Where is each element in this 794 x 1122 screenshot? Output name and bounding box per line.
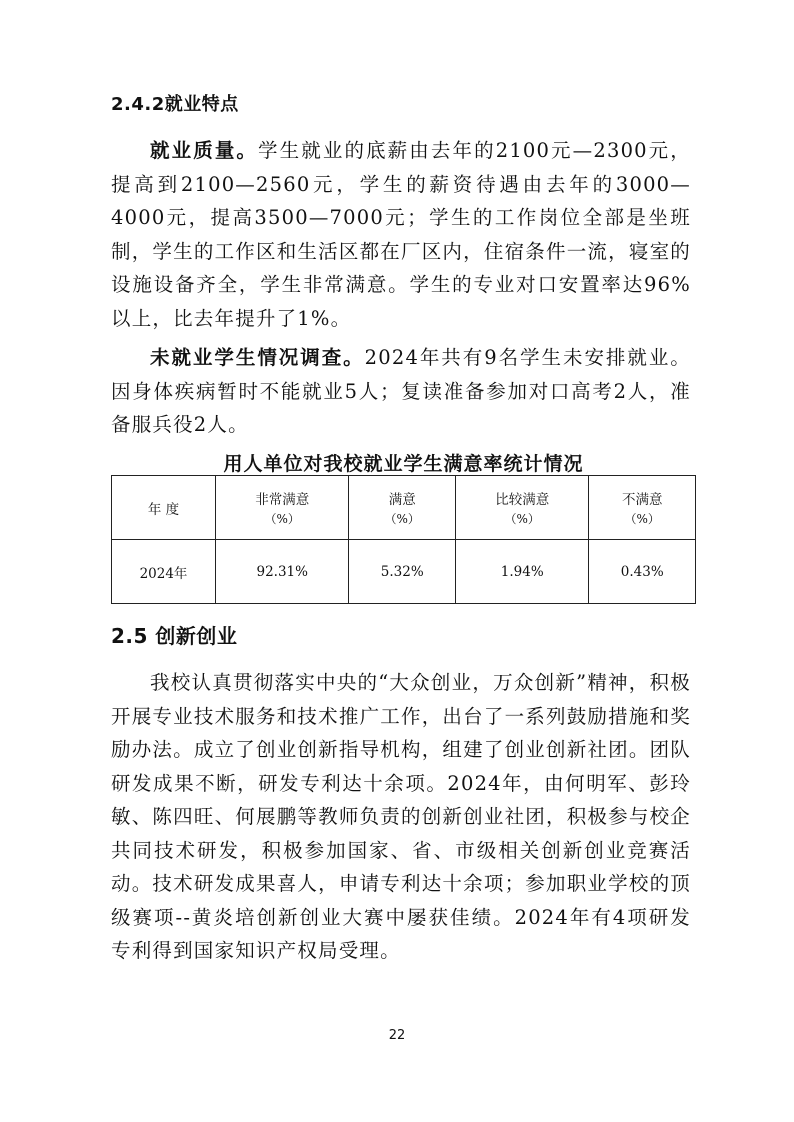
- subsection-heading: 2.4.2就业特点: [111, 94, 239, 115]
- header-cell: 年 度: [112, 476, 216, 540]
- employment-quality-lead: 就业质量。: [150, 139, 259, 162]
- table-cell: 5.32%: [349, 540, 456, 604]
- section-heading: 2.5 创新创业: [111, 624, 238, 648]
- unemployed-survey-paragraph: [111, 341, 691, 442]
- header-cell: 满意 （%）: [349, 476, 456, 540]
- page-number: 22: [388, 1028, 406, 1043]
- table-cell: 0.43%: [589, 540, 696, 604]
- innovation-paragraph: 我校认真贯彻落实中央的“大众创业，万众创新”精神，积极开展专业技术服务和技术推广工作，出台了一系列鼓励措施和奖励办法。成立了创业创新指导机构，组建了创业创新社团。团队研发成果不断，研发专利达十余项。2024年，由何明军、彭玲敏、陈四旺、何展鹏等教师负责的创新创业社团，积极参与校企共同技术研发，积极参加国家、省、市级相关创新创业竞赛活动。技术研发成果喜人，申请专利达十余项；参加职业学校的顶级赛项--黄炎培创新创业大赛中屡获佳绩。2024年有4项研发专利得到国家知识产权局受理。: [111, 671, 691, 962]
- unemployed-survey-lead: 未就业学生情况调查。: [150, 346, 365, 369]
- employment-quality-paragraph: [111, 134, 691, 335]
- table-cell: 2024年: [112, 540, 216, 604]
- satisfaction-table: [111, 475, 696, 604]
- table-row: [112, 540, 696, 604]
- employment-quality-body: 学生就业的底薪由去年的2100元—2300元，提高到2100—2560元，学生的薪资待遇由去年的3000—4000元，提高3500—7000元；学生的工作岗位全部是坐班制，学生的工作区和生活区都在厂区内，住宿条件一流，寝室的设施设备齐全，学生非常满意。学生的专业对口安置率达96%以上，比去年提升了1%。: [111, 139, 691, 330]
- unemployed-survey-body: 2024年共有9名学生未安排就业。因身体疾病暂时不能就业5人；复读准备参加对口高考2人，准备服兵役2人。: [111, 346, 691, 436]
- header-cell: 比较满意 （%）: [455, 476, 588, 540]
- table-header-row: [112, 476, 696, 540]
- header-cell: 非常满意 （%）: [216, 476, 349, 540]
- header-cell: 不满意 （%）: [589, 476, 696, 540]
- table-title: 用人单位对我校就业学生满意率统计情况: [223, 453, 584, 475]
- table-cell: 1.94%: [455, 540, 588, 604]
- table-cell: 92.31%: [216, 540, 349, 604]
